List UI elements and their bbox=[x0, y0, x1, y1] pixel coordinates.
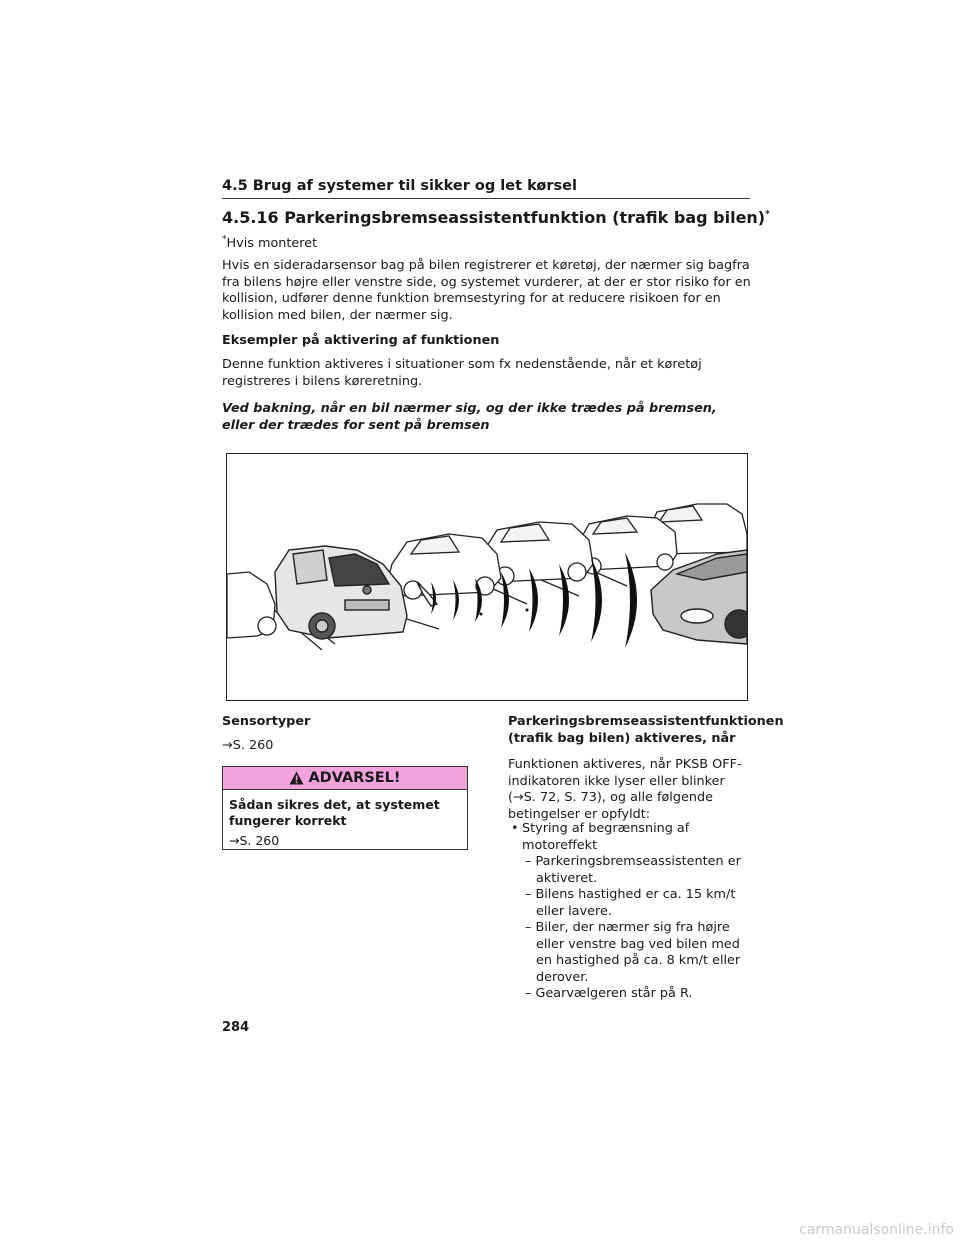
example-case-heading: Ved bakning, når en bil nærmer sig, og der ikke trædes på bremsen, eller der trædes for sent på bremsen bbox=[222, 401, 717, 433]
section-header: 4.5 Brug af systemer til sikker og let kørsel bbox=[222, 178, 750, 199]
activation-heading: Parkeringsbremseassistentfunktionen (trafik bag bilen) aktiveres, når bbox=[508, 714, 784, 746]
parking-scene-svg bbox=[227, 454, 747, 700]
warning-heading: Sådan sikres det, at systemet fungerer korrekt bbox=[229, 797, 440, 828]
intro-paragraph: Hvis en sideradarsensor bag på bilen registrerer et køretøj, der nærmer sig bagfra fra bilens højre eller venstre side, og systemet vurderer, at der er stor risiko for en kollision, udfører denne funktion bremsestyring for at reducere risikoen for en kollision med bilen, der nærmer sig. bbox=[222, 258, 751, 323]
warning-triangle-icon bbox=[289, 771, 304, 785]
examples-heading: Eksempler på aktivering af funktionen bbox=[222, 333, 500, 348]
list-item: – Bilens hastighed er ca. 15 km/t eller lavere. bbox=[525, 887, 736, 919]
list-item: • Styring af begrænsning af motoreffekt – Parkeringsbremseassistenten er aktiveret. – Bilens hastighed er ca. 15 km/t eller lavere. – Biler, der nærmer sig fra højre eller venstre bag ved bilen med en hastighed på ca. 8 km/t eller derover. – Gearvælgeren står på R. bbox=[508, 821, 748, 1003]
warning-box bbox=[222, 766, 468, 850]
examples-paragraph: Denne funktion aktiveres i situationer som fx nedenstående, når et køretøj registreres i bilens køreretning. bbox=[222, 357, 702, 389]
page-number: 284 bbox=[222, 1020, 250, 1035]
parking-illustration bbox=[226, 453, 748, 701]
warning-reference-link[interactable]: →S. 260 bbox=[229, 833, 280, 848]
warning-header bbox=[223, 767, 467, 790]
footnote: *Hvis monteret bbox=[222, 234, 318, 251]
list-item: – Parkeringsbremseassistenten er aktiveret. bbox=[525, 854, 741, 886]
list-item: – Gearvælgeren står på R. bbox=[525, 986, 693, 1001]
sensor-reference-link[interactable]: →S. 260 bbox=[222, 738, 274, 753]
activation-paragraph: Funktionen aktiveres, når PKSB OFF-indikatoren ikke lyser eller blinker (→S. 72, S. 73), og alle følgende betingelser er opfyldt: bbox=[508, 757, 742, 822]
warning-label: ADVARSEL! bbox=[308, 770, 401, 786]
sensor-heading: Sensortyper bbox=[222, 714, 311, 729]
list-item: – Biler, der nærmer sig fra højre eller venstre bag ved bilen med en hastighed på ca. 8 km/t eller derover. bbox=[525, 920, 741, 985]
watermark: carmanualsonline.info bbox=[799, 1222, 954, 1238]
page-title: 4.5.16 Parkeringsbremseassistentfunktion (trafik bag bilen)* bbox=[222, 208, 770, 227]
conditions-list bbox=[508, 821, 748, 1003]
